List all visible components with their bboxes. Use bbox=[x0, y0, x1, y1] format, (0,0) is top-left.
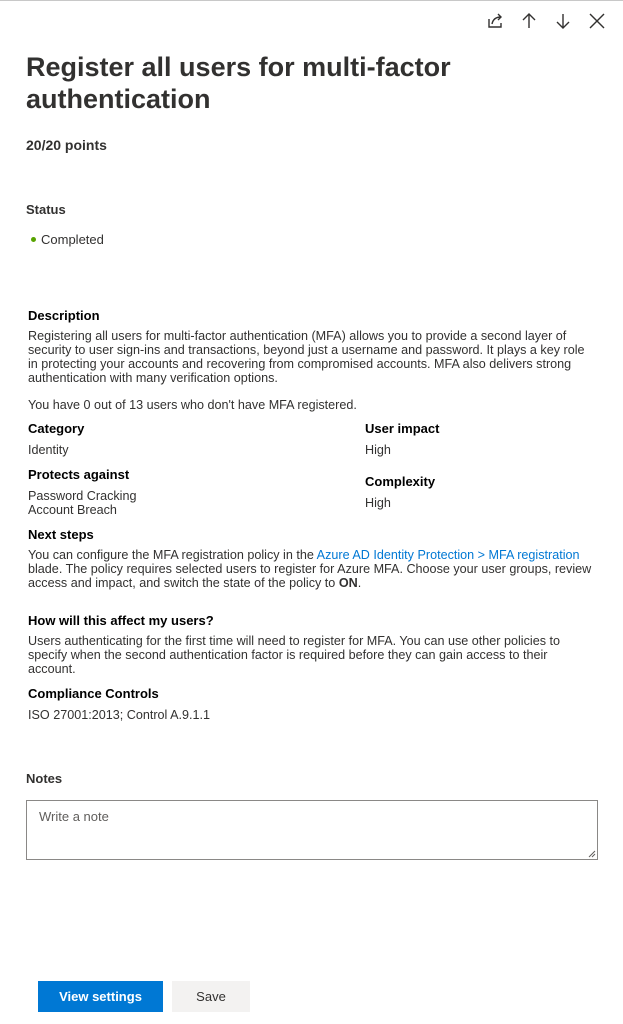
complexity-section bbox=[365, 474, 435, 510]
save-button[interactable]: Save bbox=[172, 981, 250, 1012]
protects-label: Protects against bbox=[28, 467, 130, 482]
next-steps-label: Next steps bbox=[28, 527, 94, 542]
share-button[interactable] bbox=[485, 11, 505, 31]
status-label: Status bbox=[26, 202, 66, 217]
user-impact-label: User impact bbox=[365, 421, 440, 436]
affect-label: How will this affect my users? bbox=[28, 613, 214, 628]
status-badge bbox=[31, 232, 104, 247]
points-score: 20/20 points bbox=[26, 137, 107, 153]
status-value: Completed bbox=[41, 232, 104, 247]
close-icon bbox=[588, 12, 606, 30]
complexity-label: Complexity bbox=[365, 474, 436, 489]
category-section bbox=[28, 421, 594, 457]
arrow-down-icon bbox=[554, 12, 572, 30]
next-item-button[interactable] bbox=[553, 11, 573, 31]
view-settings-button[interactable]: View settings bbox=[38, 981, 163, 1012]
description-label: Description bbox=[28, 308, 100, 323]
affect-section bbox=[28, 613, 594, 676]
category-value: Identity bbox=[28, 443, 69, 457]
close-button[interactable] bbox=[587, 11, 607, 31]
user-impact-value: High bbox=[365, 443, 391, 457]
notes-label: Notes bbox=[26, 771, 63, 786]
user-impact-section bbox=[365, 421, 439, 457]
identity-protection-link[interactable]: Azure AD Identity Protection > MFA registration bbox=[316, 548, 580, 562]
panel-toolbar bbox=[485, 11, 607, 31]
next-steps-text-start: You can configure the MFA registration policy in the bbox=[28, 548, 317, 562]
compliance-value: ISO 27001:2013; Control A.9.1.1 bbox=[28, 708, 211, 722]
next-steps-text-end: . bbox=[357, 576, 362, 590]
description-text: Registering all users for multi-factor authentication (MFA) allows you to provide a second layer of security to user sign-ins and transactions, beyond just a username and password. It plays a key role in protecting your accounts and recovering from compromised accounts. MFA also delivers strong authentication with many verification options. bbox=[28, 329, 585, 385]
description-section bbox=[28, 308, 594, 385]
next-steps-text-middle: blade. The policy requires selected users to register for Azure MFA. Choose your user groups, review access and impact, and switch the state of the policy to bbox=[28, 562, 592, 590]
protects-item: Account Breach bbox=[28, 503, 117, 517]
complexity-value: High bbox=[365, 496, 391, 510]
protects-section bbox=[28, 467, 594, 517]
next-steps-text bbox=[28, 548, 594, 590]
previous-item-button[interactable] bbox=[519, 11, 539, 31]
protects-item: Password Cracking bbox=[28, 489, 137, 503]
category-label: Category bbox=[28, 421, 85, 436]
compliance-label: Compliance Controls bbox=[28, 686, 159, 701]
resize-handle-icon[interactable] bbox=[588, 850, 596, 858]
next-steps-section bbox=[28, 527, 594, 590]
note-input[interactable] bbox=[26, 800, 598, 860]
users-note: You have 0 out of 13 users who don't have MFA registered. bbox=[28, 398, 357, 412]
share-icon bbox=[486, 12, 504, 30]
compliance-section bbox=[28, 686, 594, 722]
affect-text: Users authenticating for the first time will need to register for MFA. You can use other policies to specify when the second authentication factor is required before they can gain access to their account. bbox=[28, 634, 560, 676]
next-steps-emphasis: ON bbox=[338, 576, 358, 590]
page-title: Register all users for multi-factor authentication bbox=[26, 52, 451, 114]
status-dot-icon bbox=[31, 237, 36, 242]
arrow-up-icon bbox=[520, 12, 538, 30]
